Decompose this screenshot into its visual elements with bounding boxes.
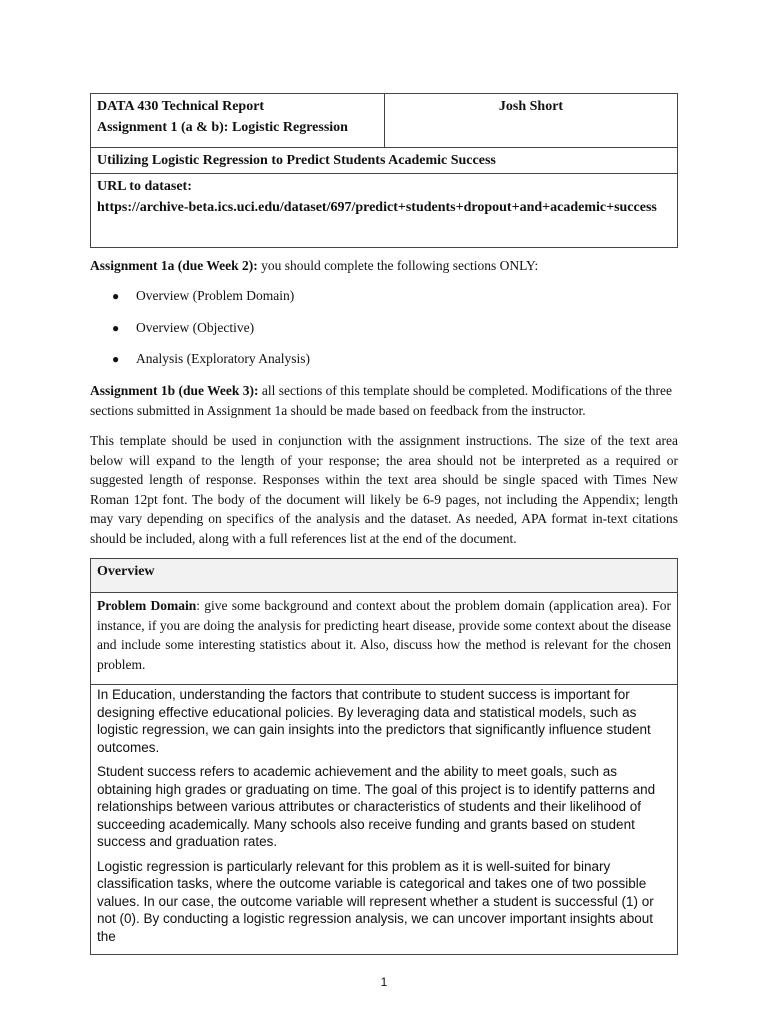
assignment-title: Assignment 1 (a & b): Logistic Regression — [97, 120, 348, 135]
report-header-table — [90, 93, 678, 248]
response-paragraph: Logistic regression is particularly relevant for this problem as it is well-suited for binary classification tasks, where the outcome variable is categorical and takes one of two possible values. In our case, the outcome variable will represent whether a student is successful (1) or not (0). By conducting a logistic regression analysis, we can uncover important insights about the — [97, 858, 654, 944]
overview-table — [90, 558, 678, 955]
response-paragraph: In Education, understanding the factors that contribute to student success is important for designing effective educational policies. By leveraging data and statistical models, such as logistic regression, we can gain insights into the predictors that significantly influence student outcomes. — [97, 687, 651, 755]
course-title: DATA 430 Technical Report — [97, 99, 265, 114]
dataset-url-label: URL to dataset: — [97, 179, 192, 194]
author-cell — [385, 94, 678, 148]
project-title-cell — [91, 148, 678, 174]
overview-heading-cell — [91, 559, 678, 593]
dataset-url-cell — [91, 174, 678, 248]
problem-domain-response-area[interactable] — [91, 685, 678, 955]
template-note-paragraph: This template should be used in conjunction with the assignment instructions. The size of the text area below will expand to the length of your response; the area should not be interpreted as a required or suggested length of response. Responses within the text area should be single spaced with Times New Roman 12pt font. The body of the document will likely be 6-9 pages, not including the Appendix; length may vary depending on specifics of the analysis and the dataset. As needed, APA format in-text citations should be included, along with a full references list at the end of the document. — [90, 433, 678, 546]
assignment-1b-text: all sections of this template should be completed. Modifications of the three sections submitted in Assignment 1a should be made based on feedback from the instructor. — [90, 383, 673, 418]
assignment-1a-list — [90, 286, 310, 381]
bullet-icon: ● — [112, 289, 120, 303]
page-number: 1 — [380, 975, 388, 989]
overview-heading: Overview — [97, 564, 155, 579]
list-item: ● Analysis (Exploratory Analysis) — [90, 349, 310, 381]
problem-domain-text: : give some background and context about the problem domain (application area). For instance, if you are doing the analysis for predicting heart disease, provide some context about the disease and include some interesting statistics about it. Also, discuss how the method is relevant for the chosen problem. — [97, 598, 672, 672]
list-item: ● Overview (Problem Domain) — [90, 286, 310, 318]
author-name: Josh Short — [498, 99, 564, 114]
dataset-url: https://archive-beta.ics.uci.edu/dataset/697/predict+students+dropout+and+academic+success — [97, 200, 657, 215]
bullet-icon: ● — [112, 352, 120, 366]
bullet-icon: ● — [112, 320, 120, 335]
assignment-1a-paragraph — [90, 256, 678, 276]
response-paragraph: Student success refers to academic achievement and the ability to meet goals, such as obtaining high grades or graduating on time. The goal of this project is to identify patterns and relationships between various attributes or characteristics of students and their likelihood of succeeding academically. Many schools also receive funding and grants based on student success and graduation rates. — [97, 764, 656, 849]
problem-domain-instructions — [91, 593, 678, 685]
assignment-1b-paragraph — [90, 381, 678, 420]
project-title: Utilizing Logistic Regression to Predict Students Academic Success — [97, 153, 496, 168]
assignment-1a-text: you should complete the following sections ONLY: — [257, 258, 539, 273]
assignment-1a-label: Assignment 1a (due Week 2): — [90, 258, 258, 273]
problem-domain-label: Problem Domain — [97, 598, 197, 613]
report-info-cell — [91, 94, 385, 148]
assignment-1b-label: Assignment 1b (due Week 3): — [90, 383, 259, 398]
list-item: ● Overview (Objective) — [90, 318, 310, 350]
